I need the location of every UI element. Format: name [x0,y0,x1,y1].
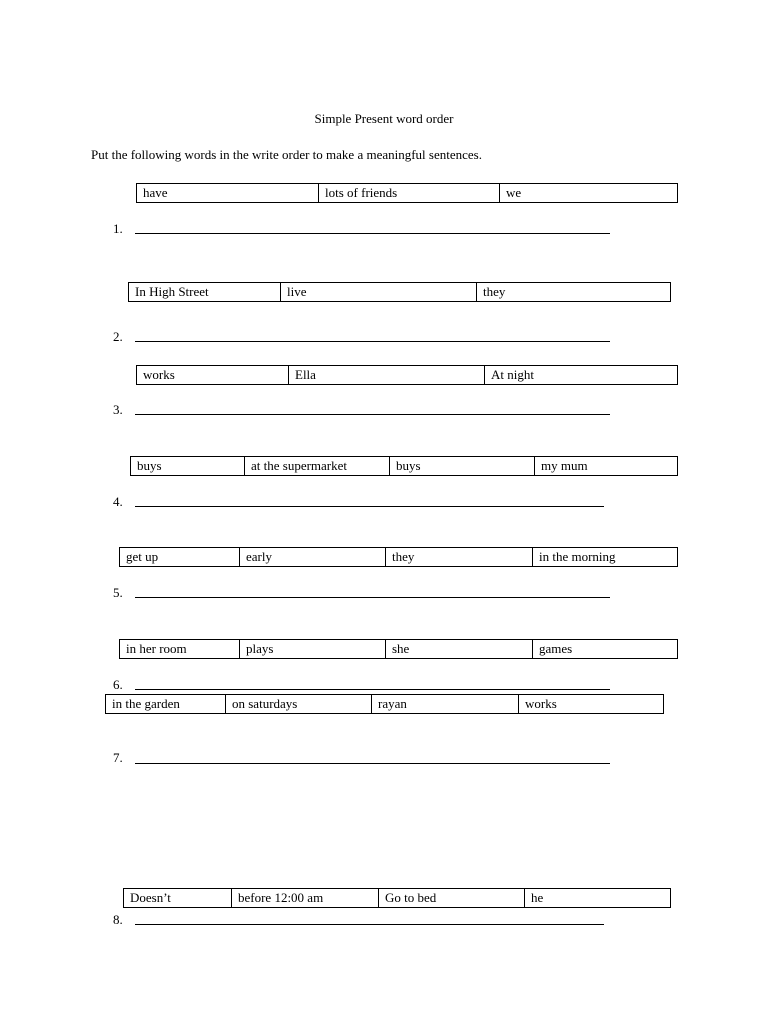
word-cell: Doesn’t [130,890,171,905]
answer-line-2[interactable] [135,341,610,342]
word-cell: they [385,548,532,566]
word-cell: my mum [534,457,677,475]
word-table-6 [119,639,678,659]
instruction-text: Put the following words in the write order to make a meaningful sentences. [91,147,482,162]
word-table-8 [123,888,671,908]
word-cell: In High Street [135,284,209,299]
word-cell: At night [484,366,677,384]
word-cell: have [143,185,168,200]
word-table-4 [130,456,678,476]
exercise-number: 4. [113,494,123,509]
word-table-5 [119,547,678,567]
page-title: Simple Present word order [314,111,454,126]
word-cell: games [532,640,677,658]
word-table-7 [105,694,664,714]
answer-line-6[interactable] [135,689,610,690]
word-cell: live [280,283,476,301]
exercise-number: 7. [113,750,123,765]
answer-line-1[interactable] [135,233,610,234]
word-cell: Ella [288,366,484,384]
word-cell: at the supermarket [244,457,389,475]
word-table-3 [136,365,678,385]
exercise-number: 2. [113,329,123,344]
exercise-number: 8. [113,912,123,927]
answer-line-5[interactable] [135,597,610,598]
word-cell: works [143,367,175,382]
word-cell: on saturdays [225,695,371,713]
word-cell: works [518,695,663,713]
word-cell: he [524,889,670,907]
word-cell: plays [239,640,385,658]
word-cell: in her room [126,641,187,656]
exercise-number: 5. [113,585,123,600]
exercise-number: 6. [113,677,123,692]
exercise-number: 3. [113,402,123,417]
word-cell: Go to bed [378,889,524,907]
answer-line-4[interactable] [135,506,604,507]
word-cell: buys [389,457,534,475]
word-cell: she [385,640,532,658]
answer-line-8[interactable] [135,924,604,925]
word-cell: buys [137,458,162,473]
answer-line-7[interactable] [135,763,610,764]
exercise-number: 1. [113,221,123,236]
word-cell: in the morning [532,548,677,566]
word-table-2 [128,282,671,302]
answer-line-3[interactable] [135,414,610,415]
word-cell: early [239,548,385,566]
word-cell: they [476,283,670,301]
word-cell: rayan [371,695,518,713]
word-cell: we [499,184,677,202]
word-table-1 [136,183,678,203]
word-cell: before 12:00 am [231,889,378,907]
word-cell: in the garden [112,696,180,711]
word-cell: lots of friends [318,184,499,202]
word-cell: get up [126,549,159,564]
